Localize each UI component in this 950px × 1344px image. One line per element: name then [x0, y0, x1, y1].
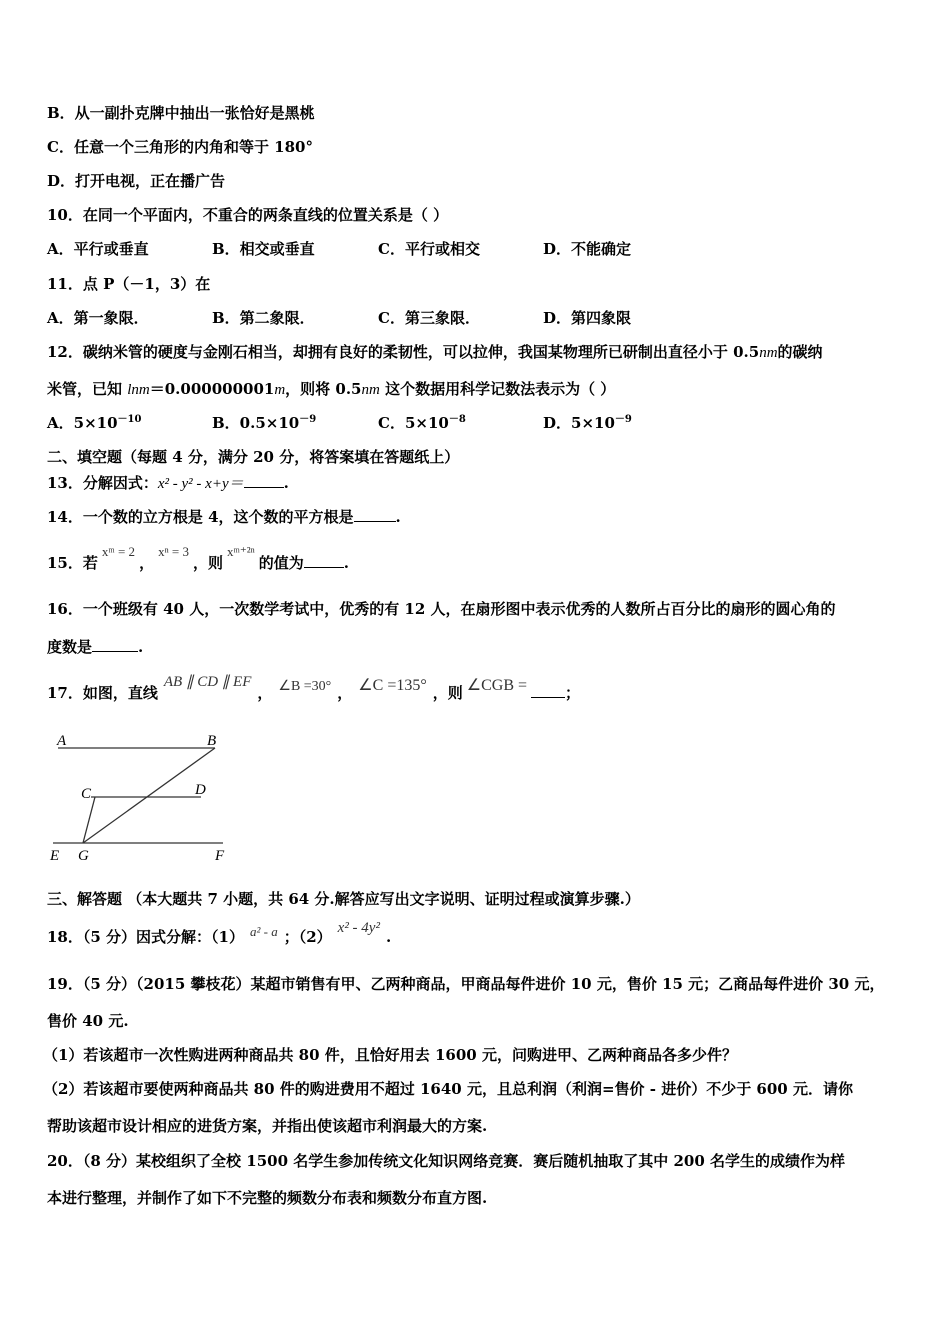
q17-angle-c: ∠C =135° — [358, 677, 427, 694]
q15-condition-2: xⁿ = 3 — [158, 544, 190, 559]
q12-text-b: 的碳纳 — [777, 343, 823, 361]
q12-option-a-exp: －10 — [117, 414, 142, 425]
label-a: A — [57, 733, 67, 749]
q12-line-1 — [47, 342, 823, 363]
q12-unit-2: nm — [361, 382, 380, 398]
q17-parallel: AB ∥ CD ∥ EF — [163, 674, 252, 690]
label-c: C — [81, 786, 92, 802]
q17-angle-b: ∠B =30° — [278, 679, 332, 694]
q11-option-d: D．第四象限 — [543, 309, 632, 327]
q12-line-2 — [47, 379, 615, 400]
q15-answer-blank[interactable] — [304, 567, 344, 568]
q14-line — [47, 507, 401, 527]
label-e: E — [50, 848, 60, 864]
parallel-lines-figure — [45, 728, 235, 868]
q15-expression: xᵐ⁺²ⁿ — [227, 544, 255, 559]
q17-sep-1: ， — [257, 684, 273, 702]
q10-option-a: A．平行或垂直 — [47, 240, 149, 258]
q14-answer-blank[interactable] — [354, 521, 396, 522]
q20-line-2: 本进行整理，并制作了如下不完整的频数分布表和频数分布直方图. — [47, 1189, 488, 1207]
q17-end: ； — [565, 684, 581, 702]
q18-stem: 18．（5 分）因式分解：（1） — [47, 928, 244, 946]
q13-answer-blank[interactable] — [244, 487, 284, 488]
q17-then: ，则 — [432, 684, 463, 702]
q12-text-c: 米管，已知 — [47, 380, 128, 398]
q18-expression-2: x² - 4y² — [337, 920, 380, 936]
q10-option-d: D．不能确定 — [543, 240, 632, 258]
label-d: D — [195, 782, 206, 798]
q10-option-c: C．平行或相交 — [378, 240, 480, 258]
q19-part-2-line-1: （2）若该超市要使两种商品共 80 件的购进费用不超过 1640 元，且总利润（利润=售价 - 进价）不少于 600 元．请你 — [43, 1080, 853, 1098]
q15-end: . — [343, 554, 349, 572]
q17-answer-blank[interactable] — [531, 697, 565, 698]
q14-end: . — [395, 508, 401, 526]
q12-lnm: lnm — [127, 382, 150, 398]
q16-text: 度数是 — [47, 638, 93, 656]
q17-stem: 17．如图，直线 — [47, 684, 158, 702]
q12-text-a: 12．碳纳米管的硬度与金刚石相当，却拥有良好的柔韧性，可以拉伸，我国某物理所已研制出直径小于 0.5 — [47, 343, 760, 361]
q16-line-1: 16．一个班级有 40 人，一次数学考试中，优秀的有 12 人，在扇形图中表示优秀的人数所占百分比的扇形的圆心角的 — [47, 600, 836, 618]
q12-option-a — [47, 413, 141, 433]
q18-expression-1: a² - a — [249, 924, 278, 939]
q17-sep-2: ， — [337, 684, 353, 702]
q12-text-e: ，则将 0.5 — [285, 380, 362, 398]
q17-target: ∠CGB = — [466, 677, 528, 694]
q16-end: . — [138, 638, 144, 656]
q12-option-c — [378, 413, 466, 433]
q15-sep: ， — [139, 554, 155, 572]
q13-stem: 13．分解因式： — [47, 474, 158, 492]
q15-condition-1: xᵐ = 2 — [101, 544, 136, 559]
q13-end: . — [283, 474, 289, 492]
q15-stem: 15．若 — [47, 554, 98, 572]
label-f: F — [215, 848, 225, 864]
q11-stem: 11．点 P（－1，3）在 — [47, 275, 211, 293]
q12-text-f: 这个数据用科学记数法表示为（ ） — [379, 380, 616, 398]
q10-stem: 10．在同一个平面内，不重合的两条直线的位置关系是（ ） — [47, 206, 449, 224]
q11-option-c: C．第三象限． — [378, 309, 480, 327]
q10-option-b: B．相交或垂直 — [212, 240, 315, 258]
q20-line-1: 20．（8 分）某校组织了全校 1500 名学生参加传统文化知识网络竞赛．赛后随机抽取了其中 200 名学生的成绩作为样 — [47, 1152, 845, 1170]
q19-line-1: 19．（5 分）（2015 攀枝花）某超市销售有甲、乙两种商品，甲商品每件进价 10 元，售价 15 元；乙商品每件进价 30 元， — [47, 975, 885, 993]
q18-line — [47, 920, 392, 948]
q14-stem: 14．一个数的立方根是 4，这个数的平方根是 — [47, 508, 354, 526]
q15-mid: ，则 — [193, 554, 224, 572]
q15-line — [47, 544, 349, 574]
label-g: G — [78, 848, 89, 864]
q12-option-a-label: A．5×10 — [47, 414, 118, 432]
q13-line — [47, 473, 289, 494]
label-b: B — [207, 733, 217, 749]
q15-tail: 的值为 — [258, 554, 304, 572]
q12-option-d-exp: －9 — [614, 414, 632, 425]
q12-option-c-label: C．5×10 — [378, 414, 449, 432]
q12-option-b — [212, 413, 316, 433]
q16-answer-blank[interactable] — [92, 651, 138, 652]
q9-option-b: B．从一副扑克牌中抽出一张恰好是黑桃 — [47, 104, 315, 122]
q12-option-d — [543, 413, 632, 433]
q12-text-d: ＝0.000000001 — [149, 380, 275, 398]
section-3-heading: 三、解答题 （本大题共 7 小题，共 64 分.解答应写出文字说明、证明过程或演算步骤.） — [47, 890, 640, 908]
q12-unit: nm — [759, 345, 778, 361]
q9-option-c: C．任意一个三角形的内角和等于 180° — [47, 138, 313, 156]
q18-mid: ；（2） — [283, 928, 332, 946]
q19-line-2: 售价 40 元. — [47, 1012, 129, 1030]
q17-line — [47, 674, 581, 705]
q12-m: m — [274, 382, 286, 398]
section-2-heading: 二、填空题（每题 4 分，满分 20 分，将答案填在答题纸上） — [47, 448, 460, 466]
q12-option-b-exp: －9 — [299, 414, 317, 425]
q16-line-2 — [47, 637, 143, 657]
q13-expression: x² - y² - x+y＝ — [157, 476, 244, 492]
q12-option-d-label: D．5×10 — [543, 414, 615, 432]
q12-option-c-exp: －8 — [448, 414, 466, 425]
q18-end: . — [385, 928, 392, 946]
q9-option-d: D．打开电视，正在播广告 — [47, 172, 226, 190]
q19-part-1: （1）若该超市一次性购进两种商品共 80 件，且恰好用去 1600 元，问购进甲、乙两种商品各多少件？ — [43, 1046, 737, 1064]
q11-option-b: B．第二象限． — [212, 309, 315, 327]
q12-option-b-label: B．0.5×10 — [212, 414, 300, 432]
q19-part-2-line-2: 帮助该超市设计相应的进货方案，并指出使该超市利润最大的方案. — [47, 1117, 488, 1135]
q11-option-a: A．第一象限． — [47, 309, 149, 327]
